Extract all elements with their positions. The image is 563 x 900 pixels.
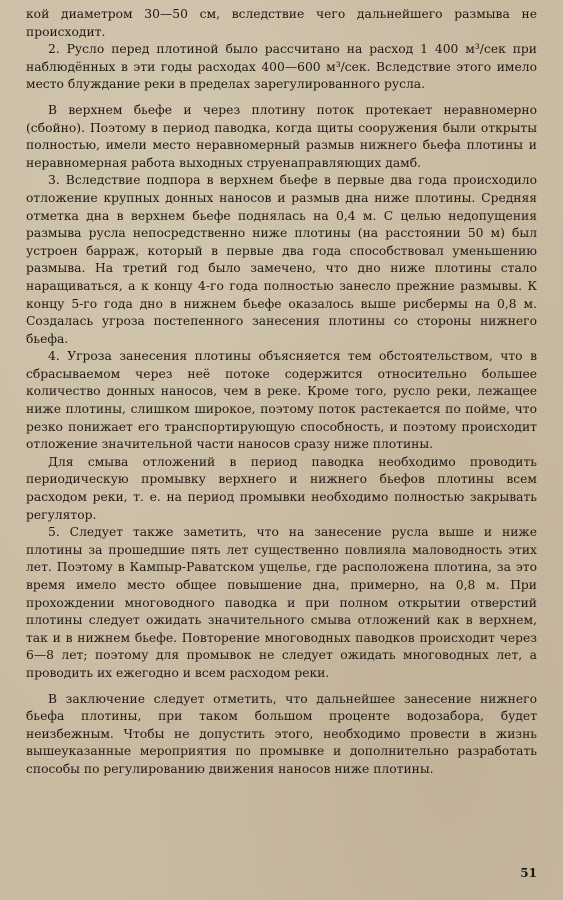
paragraph-item-2: 2. Русло перед плотиной было рассчитано на расход 1 400 м³/сек при наблюдённых в эти годы расходах 400—600 м³/сек. Вследствие этого имело место блуждание реки в пределах зарегулированного русла. [26, 42, 537, 92]
paragraph-item-3: 3. Вследствие подпора в верхнем бьефе в первые два года происходило отложение крупных донных наносов и размыв дна ниже плотины. Средняя отметка дна в верхнем бьефе поднялась на 0,4 м. С целью недопущения размыва русла непосредственно ниже плотины (на расстоянии 50 м) был устроен барраж, который в первые два года способствовал уменьшению размыва. На третий год было замечено, что дно ниже плотины стало наращиваться, а к концу 4-го года полностью занесло прежние размывы. К концу 5-го года дно в нижнем бьефе оказалось выше рисбермы на 0,8 м. Создалась угроза постепенного занесения плотины со стороны нижнего бьефа. [26, 173, 537, 346]
paragraph-continuation: кой диаметром 30—50 см, вследствие чего дальнейшего размыва не происходит. [26, 7, 537, 39]
paragraph-conclusion: В заключение следует отметить, что дальнейшее занесение нижнего бьефа плотины, при таком большом проценте водозабора, будет неизбежным. Чтобы не допустить этого, необходимо провести в жизнь вышеуказанные мероприятия по промывке и дополнительно разработать способы по регулированию движения наносов ниже плотины. [26, 691, 537, 776]
page-number: 51 [520, 866, 537, 880]
paragraph-flushing: Для смыва отложений в период паводка необходимо проводить периодическую промывку верхнего и нижнего бьефов плотины всем расходом реки, т. е. на период промывки необходимо полностью закрывать регулятор. [26, 454, 537, 522]
paragraph-item-5: 5. Следует также заметить, что на занесение русла выше и ниже плотины за прошедшие пять лет существенно повлияла маловодность этих лет. Поэтому в Кампыр-Раватском ущелье, где расположена плотина, за это время имело место общее повышение дна, примерно, на 0,8 м. При прохождении многоводного паводка и при полном открытии отверстий плотины следует ожидать значительного смыва отложений как в верхнем, так и в нижнем бьефе. Повторение многоводных паводков происходит через 6—8 лет; поэтому для промывок не следует ожидать многоводных лет, а проводить их ежегодно и всем расходом реки. [26, 525, 537, 680]
paragraph-upper-pool-flow: В верхнем бьефе и через плотину поток протекает неравномерно (сбойно). Поэтому в период паводка, когда щиты сооружения были открыты полностью, имели место неравномерный размыв нижнего бьефа плотины и неравномерная работа выходных струенаправляющих дамб. [26, 102, 537, 170]
paragraph-item-4: 4. Угроза занесения плотины объясняется тем обстоятельством, что в сбрасываемом через неё потоке содержится относительно большее количество донных наносов, чем в реке. Кроме того, русло реки, лежащее ниже плотины, слишком широкое, поэтому поток растекается по пойме, что резко понижает его транспортирующую способность, и поэтому происходит отложение значительной части наносов сразу ниже плотины. [26, 349, 537, 452]
